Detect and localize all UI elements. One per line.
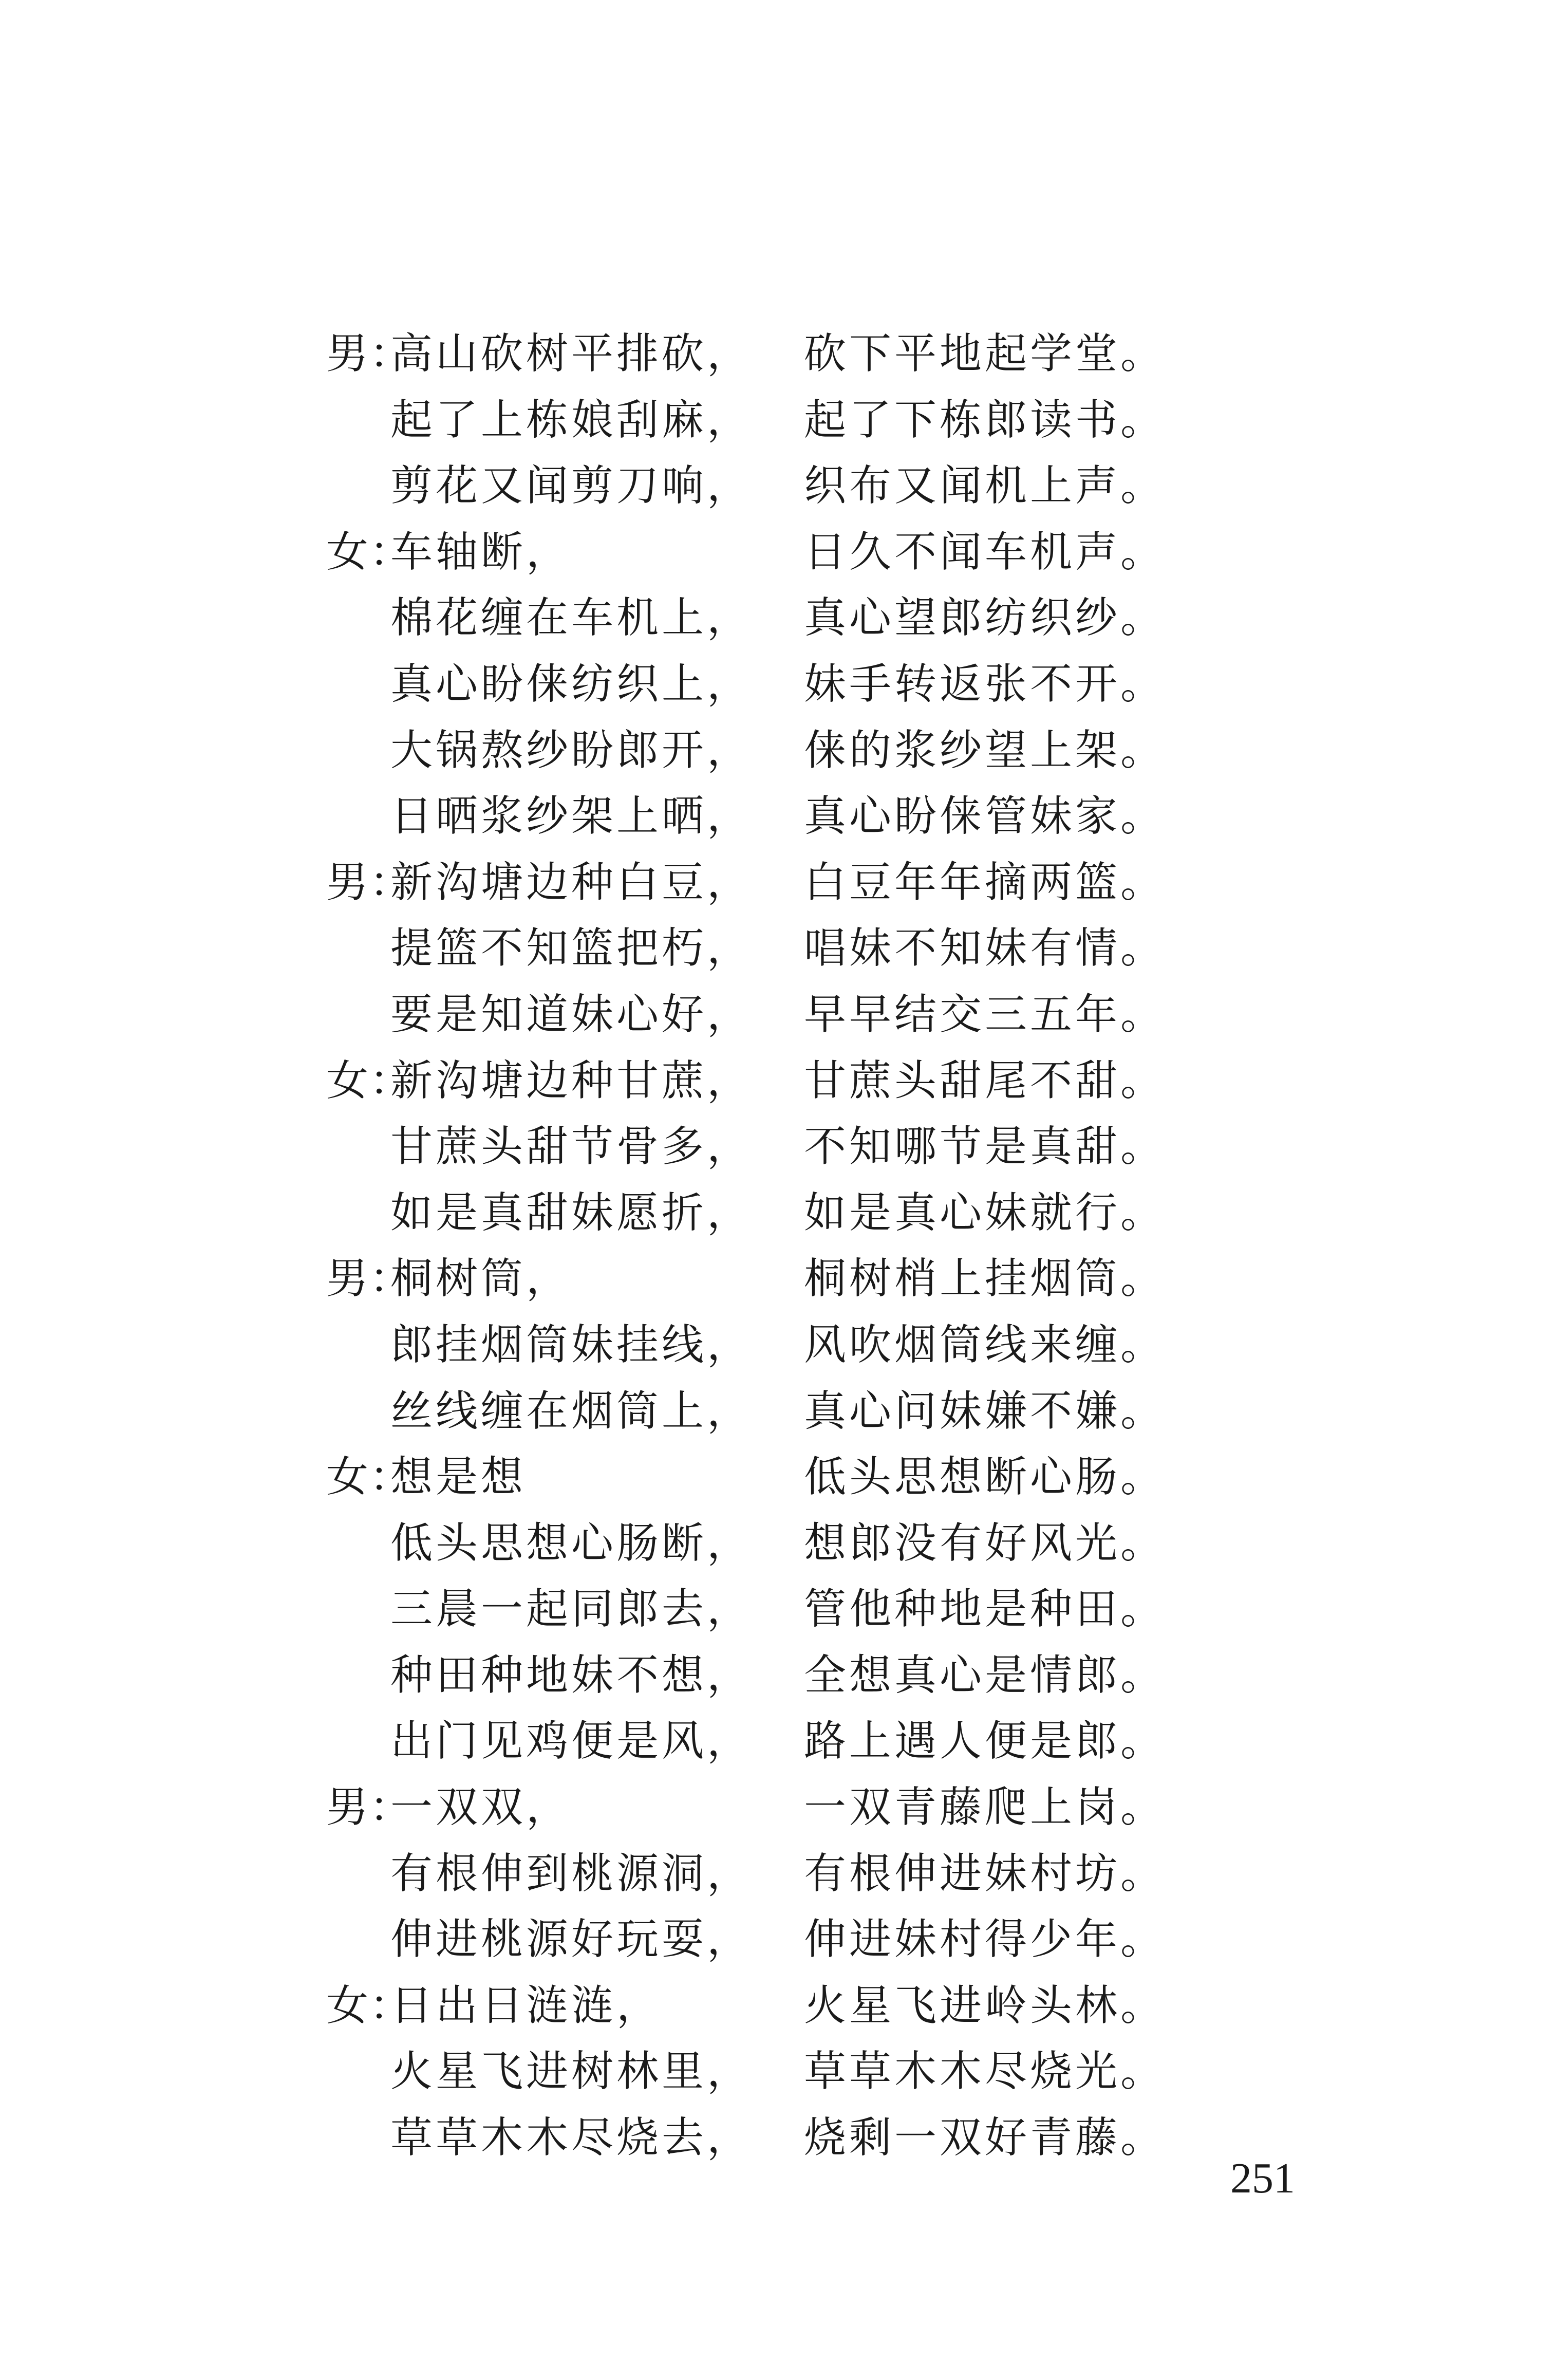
verse-second-half: 如是真心妹就行。 <box>804 1188 1166 1237</box>
verse-second-half: 低头思想断心肠。 <box>804 1453 1166 1502</box>
verse-line <box>326 850 1174 916</box>
verse-second-half: 俫的浆纱望上架。 <box>804 726 1166 775</box>
verse-second-half: 织布又闻机上声。 <box>804 461 1166 511</box>
verse-first-half: 三晨一起同郎去， <box>390 1585 753 1634</box>
verse-first-half: 大锅熬纱盼郎开， <box>390 726 753 775</box>
verse-line <box>326 1048 1174 1114</box>
speaker-label: 男： <box>326 1254 413 1304</box>
verse-second-half: 真心问妹嫌不嫌。 <box>804 1386 1166 1436</box>
verse-line <box>326 585 1174 652</box>
verse-second-half: 真心盼俫管妹家。 <box>804 792 1166 841</box>
verse-first-half: 如是真甜妹愿折， <box>390 1188 753 1237</box>
verse-second-half: 日久不闻车机声。 <box>804 527 1166 577</box>
verse-line <box>326 321 1174 387</box>
verse-block <box>326 321 1174 2171</box>
verse-first-half: 新沟塘边种白豆， <box>390 858 753 907</box>
speaker-label: 女： <box>326 1056 413 1105</box>
verse-line <box>326 784 1174 850</box>
verse-second-half: 烧剩一双好青藤。 <box>804 2113 1166 2163</box>
verse-first-half: 草草木木尽烧去， <box>390 2113 753 2163</box>
verse-second-half: 妹手转返张不开。 <box>804 659 1166 709</box>
verse-second-half: 全想真心是情郎。 <box>804 1650 1166 1700</box>
verse-second-half: 甘蔗头甜尾不甜。 <box>804 1056 1166 1105</box>
verse-first-half: 车轴断， <box>390 527 572 577</box>
verse-line <box>326 1841 1174 1907</box>
verse-first-half: 起了上栋娘刮麻， <box>390 395 753 444</box>
verse-line <box>326 387 1174 454</box>
verse-first-half: 桐树筒， <box>390 1254 572 1304</box>
verse-line <box>326 453 1174 519</box>
verse-second-half: 草草木木尽烧光。 <box>804 2047 1166 2096</box>
verse-line <box>326 519 1174 586</box>
speaker-label: 女： <box>326 527 413 577</box>
verse-line <box>326 1708 1174 1775</box>
verse-second-half: 真心望郎纺织纱。 <box>804 593 1166 643</box>
verse-second-half: 有根伸进妹村坊。 <box>804 1849 1166 1898</box>
verse-second-half: 火星飞进岭头林。 <box>804 1981 1166 2030</box>
verse-first-half: 甘蔗头甜节骨多， <box>390 1122 753 1172</box>
verse-line <box>326 1511 1174 1577</box>
verse-first-half: 伸进桃源好玩耍， <box>390 1915 753 1964</box>
verse-line <box>326 1312 1174 1379</box>
verse-first-half: 日晒浆纱架上晒， <box>390 792 753 841</box>
verse-first-half: 真心盼俫纺织上， <box>390 659 753 709</box>
speaker-label: 男： <box>326 1783 413 1832</box>
verse-first-half: 新沟塘边种甘蔗， <box>390 1056 753 1105</box>
verse-second-half: 白豆年年摘两篮。 <box>804 858 1166 907</box>
verse-first-half: 要是知道妹心好， <box>390 990 753 1039</box>
verse-line <box>326 1643 1174 1709</box>
verse-second-half: 早早结交三五年。 <box>804 990 1166 1039</box>
speaker-label: 男： <box>326 858 413 907</box>
verse-line <box>326 1973 1174 2039</box>
verse-first-half: 日出日涟涟， <box>390 1981 662 2030</box>
verse-second-half: 伸进妹村得少年。 <box>804 1915 1166 1964</box>
verse-line <box>326 1907 1174 1973</box>
verse-second-half: 起了下栋郎读书。 <box>804 395 1166 444</box>
verse-line <box>326 916 1174 982</box>
verse-first-half: 郎挂烟筒妹挂线， <box>390 1320 753 1369</box>
verse-first-half: 一双双， <box>390 1783 572 1832</box>
verse-first-half: 种田种地妹不想， <box>390 1650 753 1700</box>
speaker-label: 男： <box>326 329 413 378</box>
verse-second-half: 一双青藤爬上岗。 <box>804 1783 1166 1832</box>
verse-second-half: 唱妹不知妹有情。 <box>804 924 1166 973</box>
verse-line <box>326 718 1174 784</box>
verse-first-half: 棉花缠在车机上， <box>390 593 753 643</box>
verse-line <box>326 1775 1174 1841</box>
verse-line <box>326 1246 1174 1312</box>
page-number: 251 <box>1230 2154 1295 2202</box>
verse-first-half: 剪花又闻剪刀响， <box>390 461 753 511</box>
verse-first-half: 想是想 <box>390 1453 527 1502</box>
verse-line <box>326 1576 1174 1643</box>
verse-second-half: 想郎没有好风光。 <box>804 1518 1166 1568</box>
speaker-label: 女： <box>326 1981 413 2030</box>
verse-second-half: 桐树梢上挂烟筒。 <box>804 1254 1166 1304</box>
verse-line <box>326 2039 1174 2105</box>
verse-first-half: 有根伸到桃源洞， <box>390 1849 753 1898</box>
verse-second-half: 砍下平地起学堂。 <box>804 329 1166 378</box>
verse-first-half: 丝线缠在烟筒上， <box>390 1386 753 1436</box>
verse-line <box>326 2105 1174 2171</box>
verse-line <box>326 982 1174 1048</box>
verse-second-half: 风吹烟筒线来缠。 <box>804 1320 1166 1369</box>
speaker-label: 女： <box>326 1453 413 1502</box>
verse-second-half: 路上遇人便是郎。 <box>804 1717 1166 1766</box>
verse-second-half: 不知哪节是真甜。 <box>804 1122 1166 1172</box>
verse-line <box>326 1114 1174 1180</box>
verse-line <box>326 1444 1174 1511</box>
verse-first-half: 火星飞进树林里， <box>390 2047 753 2096</box>
verse-first-half: 低头思想心肠断， <box>390 1518 753 1568</box>
verse-second-half: 管他种地是种田。 <box>804 1585 1166 1634</box>
verse-line <box>326 1180 1174 1247</box>
verse-line <box>326 1379 1174 1445</box>
verse-first-half: 提篮不知篮把朽， <box>390 924 753 973</box>
verse-line <box>326 652 1174 718</box>
verse-first-half: 高山砍树平排砍， <box>390 329 753 378</box>
verse-first-half: 出门见鸡便是风， <box>390 1717 753 1766</box>
